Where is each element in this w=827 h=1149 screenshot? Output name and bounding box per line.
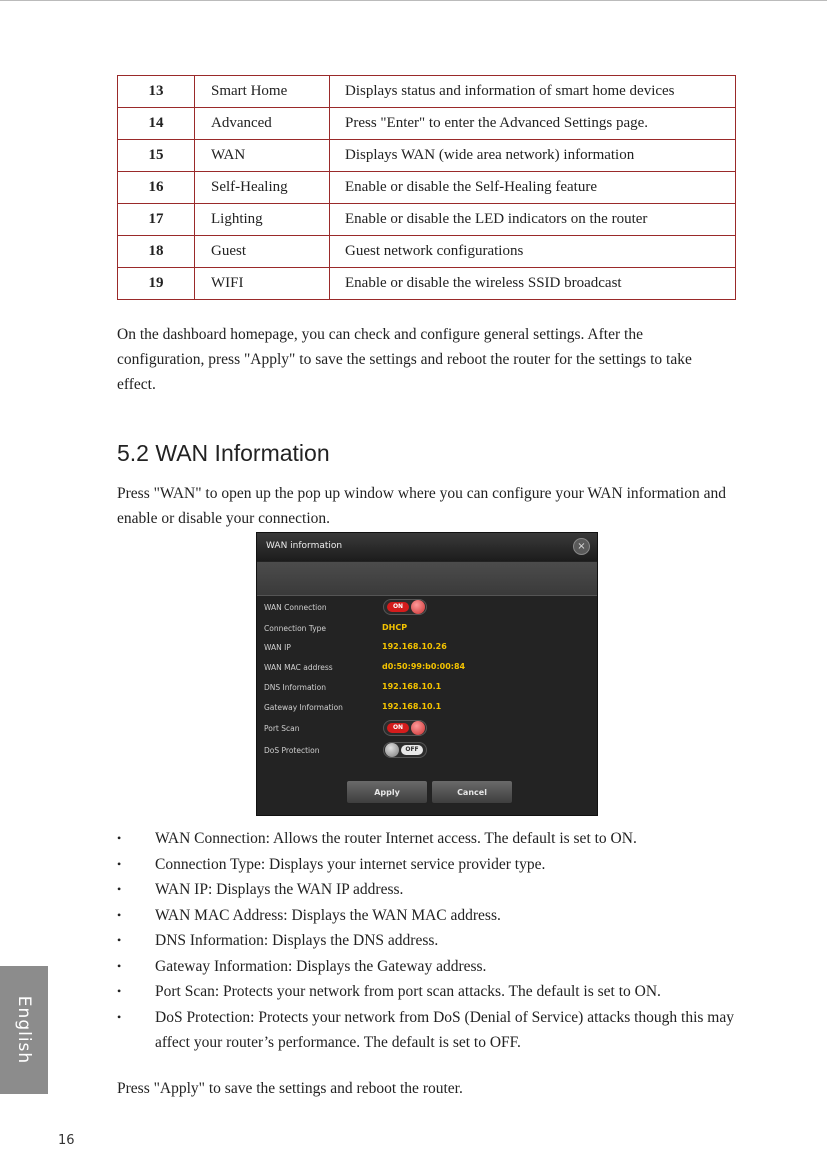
dns-label: DNS Information: [264, 683, 326, 692]
toggle-knob: [385, 743, 399, 757]
row-item: WAN: [195, 140, 330, 172]
page-number: 16: [58, 1133, 75, 1148]
dos-protection-row: [264, 742, 584, 760]
table-row: [118, 268, 736, 300]
port-scan-row: [264, 720, 584, 738]
port-scan-toggle[interactable]: [383, 720, 427, 736]
row-item: Self-Healing: [195, 172, 330, 204]
gateway-label: Gateway Information: [264, 703, 343, 712]
gateway-value: 192.168.10.1: [382, 702, 442, 711]
gateway-row: [264, 699, 584, 717]
row-description: Displays status and information of smart home devices: [330, 76, 736, 108]
table-row: [118, 108, 736, 140]
wan-connection-label: WAN Connection: [264, 603, 327, 612]
row-description: Guest network configurations: [330, 236, 736, 268]
table-row: [118, 236, 736, 268]
list-item: • Connection Type: Displays your internet service provider type.: [117, 852, 737, 878]
intro-paragraph: On the dashboard homepage, you can check and configure general settings. After the configuration, press "Apply" to save the settings and reboot the router for the settings to take effect.: [117, 326, 692, 393]
connection-type-value: DHCP: [382, 623, 408, 632]
window-title: WAN information: [266, 541, 343, 551]
toggle-knob: [411, 721, 425, 735]
wan-connection-row: [264, 599, 584, 617]
toggle-state: ON: [387, 602, 409, 612]
list-item: • WAN IP: Displays the WAN IP address.: [117, 877, 737, 903]
connection-type-label: Connection Type: [264, 624, 327, 633]
list-item: • DoS Protection: Protects your network from DoS (Denial of Service) attacks though this may affect your router’s performance. The default is set to OFF.: [117, 1005, 737, 1056]
toggle-knob: [411, 600, 425, 614]
wan-information-window: [256, 532, 598, 816]
row-description: Press "Enter" to enter the Advanced Settings page.: [330, 108, 736, 140]
row-number: 15: [118, 140, 195, 172]
wan-mac-label: WAN MAC address: [264, 663, 333, 672]
table-row: [118, 172, 736, 204]
row-number: 17: [118, 204, 195, 236]
list-item: • WAN Connection: Allows the router Internet access. The default is set to ON.: [117, 826, 737, 852]
closing-paragraph: Press "Apply" to save the settings and reboot the router.: [117, 1080, 463, 1097]
wan-ip-value: 192.168.10.26: [382, 642, 447, 651]
row-description: Displays WAN (wide area network) information: [330, 140, 736, 172]
row-number: 13: [118, 76, 195, 108]
feature-bullet-list: [117, 826, 737, 1056]
row-item: Guest: [195, 236, 330, 268]
row-description: Enable or disable the Self-Healing feature: [330, 172, 736, 204]
table-row: [118, 204, 736, 236]
row-number: 16: [118, 172, 195, 204]
connection-type-row: [264, 620, 584, 638]
dns-row: [264, 679, 584, 697]
row-item: Smart Home: [195, 76, 330, 108]
list-item: • Port Scan: Protects your network from port scan attacks. The default is set to ON.: [117, 979, 737, 1005]
row-item: Lighting: [195, 204, 330, 236]
list-item: • WAN MAC Address: Displays the WAN MAC address.: [117, 903, 737, 929]
top-rule: [0, 0, 827, 1]
wan-ip-label: WAN IP: [264, 643, 291, 652]
row-item: WIFI: [195, 268, 330, 300]
feature-table: [117, 75, 736, 300]
table-row: [118, 140, 736, 172]
row-number: 14: [118, 108, 195, 140]
dos-protection-toggle[interactable]: [383, 742, 427, 758]
row-description: Enable or disable the LED indicators on the router: [330, 204, 736, 236]
port-scan-label: Port Scan: [264, 724, 300, 733]
language-side-tab: [0, 966, 48, 1094]
wan-ip-row: [264, 639, 584, 657]
section-heading: 5.2 WAN Information: [117, 440, 330, 466]
row-description: Enable or disable the wireless SSID broadcast: [330, 268, 736, 300]
dos-protection-label: DoS Protection: [264, 746, 320, 755]
list-item: • Gateway Information: Displays the Gateway address.: [117, 954, 737, 980]
dns-value: 192.168.10.1: [382, 682, 442, 691]
toggle-state: ON: [387, 723, 409, 733]
toggle-state: OFF: [401, 745, 423, 755]
cancel-button[interactable]: Cancel: [431, 780, 513, 804]
close-icon[interactable]: ×: [573, 538, 590, 555]
wan-mac-row: [264, 659, 584, 677]
row-number: 19: [118, 268, 195, 300]
row-item: Advanced: [195, 108, 330, 140]
section-intro: Press "WAN" to open up the pop up window where you can configure your WAN information and enable or disable your connection.: [117, 485, 726, 527]
row-number: 18: [118, 236, 195, 268]
wan-connection-toggle[interactable]: [383, 599, 427, 615]
list-item: • DNS Information: Displays the DNS address.: [117, 928, 737, 954]
window-header-band: [257, 562, 597, 596]
language-label: English: [14, 995, 35, 1065]
window-titlebar: [257, 533, 597, 561]
wan-mac-value: d0:50:99:b0:00:84: [382, 662, 466, 671]
apply-button[interactable]: Apply: [346, 780, 428, 804]
table-row: [118, 76, 736, 108]
